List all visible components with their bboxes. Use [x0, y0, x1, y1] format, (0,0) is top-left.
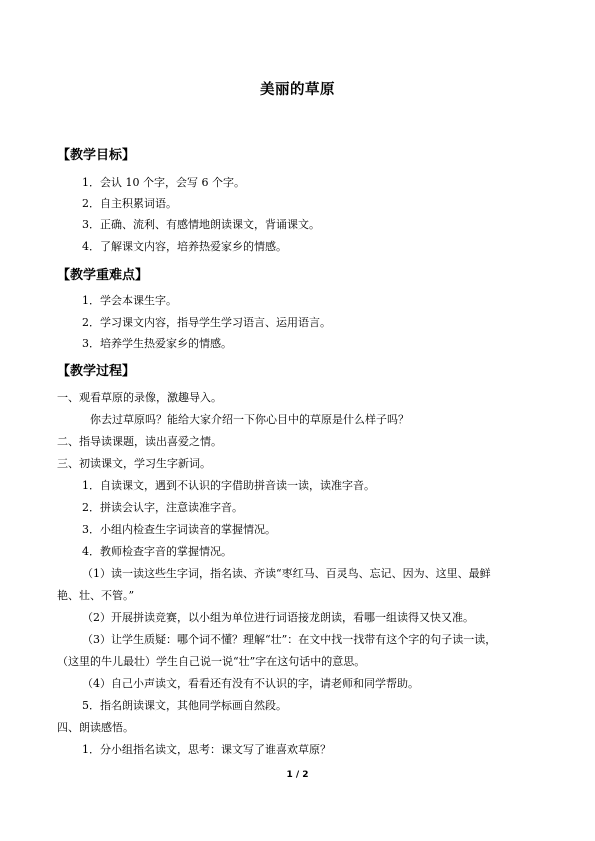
section-heading-process: 【教学过程】 [57, 364, 136, 379]
process-line: （2）开展拼读竞赛，以小组为单位进行词语接龙朗读，看哪一组读得又快又准。 [82, 611, 474, 624]
process-line: 3．小组内检查生字词读音的掌握情况。 [82, 523, 276, 536]
section-heading-key-points: 【教学重难点】 [57, 268, 149, 283]
process-line: 1．自读课文，遇到不认识的字借助拼音读一读，读准字音。 [82, 479, 375, 492]
process-line: 一、观看草原的录像，激趣导入。 [57, 391, 222, 404]
page-number: 1 / 2 [286, 770, 309, 780]
process-line: 艳、壮、不管。” [57, 589, 135, 602]
process-line: （1）读一读这些生字词，指名读、齐读“枣红马、百灵鸟、忘记、因为、这里、最鲜 [82, 567, 491, 580]
section-heading-goals: 【教学目标】 [57, 148, 136, 163]
goal-item: 1．会认 10 个字，会写 6 个字。 [82, 176, 245, 189]
process-line: 5．指名朗读课文，其他同学标画自然段。 [82, 699, 287, 712]
process-line: （3）让学生质疑：哪个词不懂？理解“壮”：在文中找一找带有这个字的句子读一读， [82, 633, 497, 646]
process-line: 四、朗读感悟。 [57, 721, 134, 734]
goal-item: 2．自主积累词语。 [82, 197, 177, 210]
process-line: 你去过草原吗？能给大家介绍一下你心目中的草原是什么样子吗？ [90, 413, 409, 426]
process-line: 二、指导读课题，读出喜爱之情。 [57, 435, 222, 448]
process-line: （4）自己小声读文，看看还有没有不认识的字，请老师和同学帮助。 [82, 677, 419, 690]
key-point-item: 2．学习课文内容，指导学生学习语言、运用语言。 [82, 316, 331, 329]
process-line: 三、初读课文，学习生字新词。 [57, 457, 211, 470]
process-line: 1．分小组指名读文，思考：课文写了谁喜欢草原？ [82, 743, 331, 756]
process-line: 4．教师检查字音的掌握情况。 [82, 545, 232, 558]
document-title: 美丽的草原 [260, 82, 335, 98]
goal-item: 3．正确、流利、有感情地朗读课文，背诵课文。 [82, 218, 320, 231]
key-point-item: 1．学会本课生字。 [82, 294, 177, 307]
process-line: （这里的牛儿最壮）学生自己说一说“壮”字在这句话中的意思。 [57, 655, 366, 668]
goal-item: 4．了解课文内容，培养热爱家乡的情感。 [82, 240, 287, 253]
key-point-item: 3．培养学生热爱家乡的情感。 [82, 337, 232, 350]
process-line: 2．拼读会认字，注意读准字音。 [82, 501, 243, 514]
